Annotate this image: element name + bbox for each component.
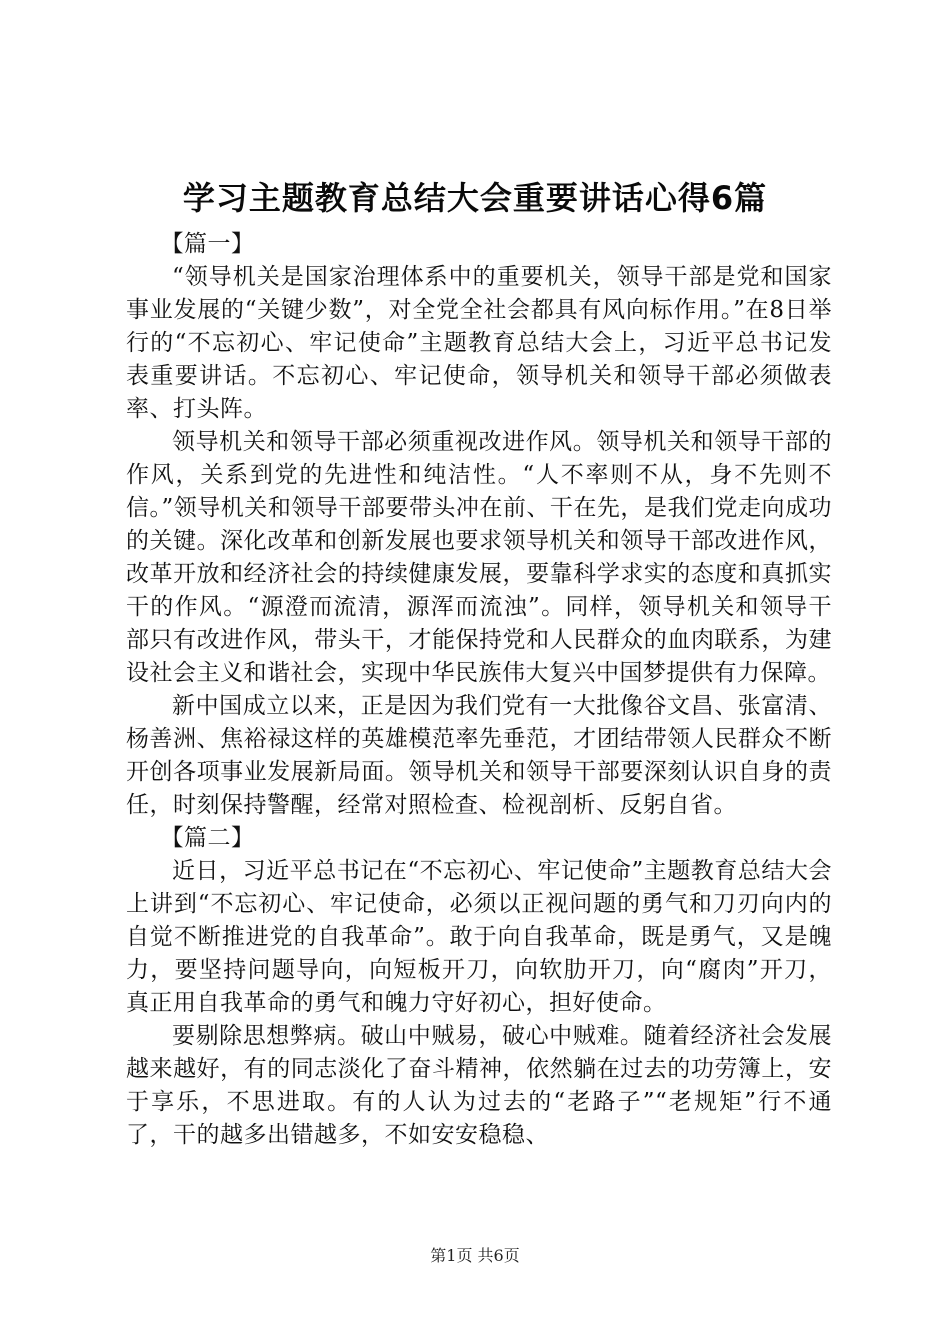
body-paragraph: 要剔除思想弊病。破山中贼易，破心中贼难。随着经济社会发展越来越好，有的同志淡化了奋斗精神，依然躺在过去的功劳簿上，安于享乐，不思进取。有的人认为过去的“老路子”“老规矩”行不通了，干的越多出错越多，不如安安稳稳、 (126, 1023, 832, 1148)
document-title: 学习主题教育总结大会重要讲话心得6篇 (182, 179, 768, 217)
body-paragraph: 近日，习近平总书记在“不忘初心、牢记使命”主题教育总结大会上讲到“不忘初心、牢记使命，必须以正视问题的勇气和刀刃向内的自觉不断推进党的自我革命”。敢于向自我革命，既是勇气，又是魄力，要坚持问题导向，向短板开刀，向软肋开刀，向“腐肉”开刀，真正用自我革命的勇气和魄力守好初心，担好使命。 (126, 858, 832, 1016)
body-paragraph: “领导机关是国家治理体系中的重要机关，领导干部是党和国家事业发展的“关键少数”，对全党全社会都具有风向标作用。”在8日举行的“不忘初心、牢记使命”主题教育总结大会上，习近平总书记发表重要讲话。不忘初心、牢记使命，领导机关和领导干部必须做表率、打头阵。 (126, 264, 832, 422)
body-paragraph: 新中国成立以来，正是因为我们党有一大批像谷文昌、张富清、杨善洲、焦裕禄这样的英雄模范率先垂范，才团结带领人民群众不断开创各项事业发展新局面。领导机关和领导干部要深刻认识自身的责任，时刻保持警醒，经常对照检查、检视剖析、反躬自省。 (126, 693, 832, 818)
body-paragraph: 领导机关和领导干部必须重视改进作风。领导机关和领导干部的作风，关系到党的先进性和纯洁性。“人不率则不从，身不先则不信。”领导机关和领导干部要带头冲在前、干在先，是我们党走向成功的关键。深化改革和创新发展也要求领导机关和领导干部改进作风，改革开放和经济社会的持续健康发展，要靠科学求实的态度和真抓实干的作风。“源澄而流清，源浑而流浊”。同样，领导机关和领导干部只有改进作风，带头干，才能保持党和人民群众的血肉联系，为建设社会主义和谐社会，实现中华民族伟大复兴中国梦提供有力保障。 (126, 429, 832, 686)
section-heading: 【篇二】 (160, 825, 255, 851)
page-footer: 第1页 共6页 (430, 1246, 520, 1265)
section-heading: 【篇一】 (160, 231, 255, 257)
document-body (126, 228, 832, 1152)
